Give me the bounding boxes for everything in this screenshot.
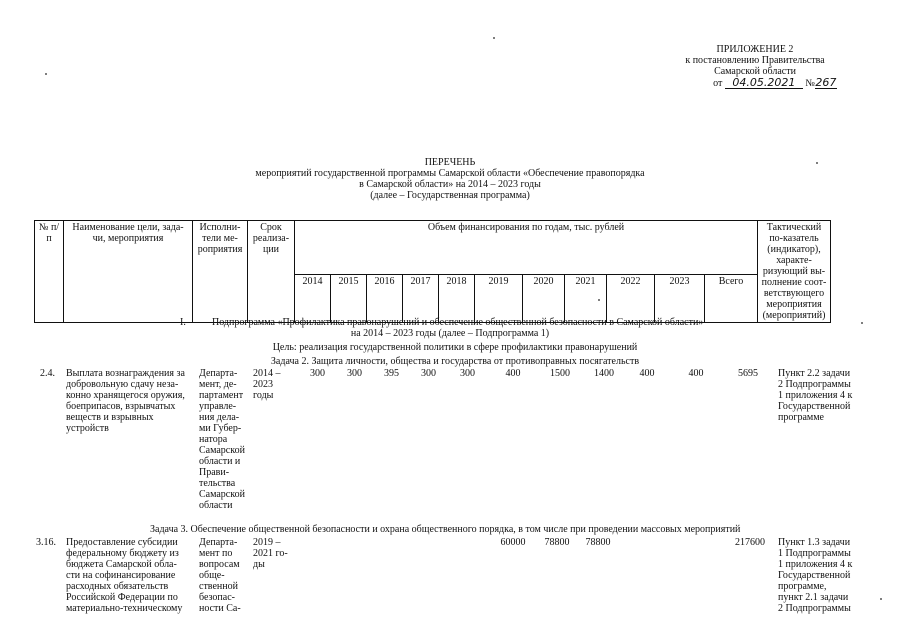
year-2023: 2023 [655,275,705,323]
row-3-16-indicator-line: 1 приложения 4 к [778,559,853,570]
col-name: Наименование цели, зада-чи, мероприятия [64,221,193,323]
row-2-4-period-line: 2014 – [253,368,281,379]
row-2-4-executor-line: ми Губер- [199,423,242,434]
task2-heading: Задача 2. Защита личности, общества и государства от противоправных посягательств [270,356,640,367]
row-3-16-indicator-line: 2 Подпрограммы [778,603,851,614]
row-3-16-period-line: ды [253,559,265,570]
heading-line3: (далее – Государственная программа) [370,190,530,201]
col-period: Срок реализа-ции [248,221,295,323]
subprogram-line1: Подпрограмма «Профилактика правонарушений и обеспечение общественной безопасности в Самарской области» [212,317,704,328]
scan-speck [816,162,818,164]
appendix-title: ПРИЛОЖЕНИЕ 2 [716,44,794,55]
year-2018: 2018 [439,275,475,323]
col-funding: Объем финансирования по годам, тыс. рублей [295,221,758,275]
row-3-16-name-line: Российской Федерации по [66,592,178,603]
handwritten-number: 267 [815,76,837,89]
row-2-4-2014: 300 [310,368,325,379]
row-3-16-name-line: федеральному бюджету из [66,548,179,559]
row-3-16-name-line: бюджета Самарской обла- [66,559,177,570]
row-2-4-indicator-line: Государственной [778,401,851,412]
row-2-4-indicator-line: программе [778,412,824,423]
year-2020: 2020 [523,275,565,323]
row-2-4-executor-line: области [199,500,233,511]
document-heading [220,157,680,201]
row-2-4-name-line: боеприпасов, взрывчатых [66,401,176,412]
document-title: ПЕРЕЧЕНЬ [424,157,476,168]
row-2-4-2021: 1400 [594,368,614,379]
row-3-16-executor-line: ности Са- [199,603,241,614]
row-3-16-period-line: 2019 – [253,537,281,548]
row-3-16-executor-line: Департа- [199,537,238,548]
row-2-4-executor-line: Самарской [199,489,245,500]
row-3-16-2020: 78800 [544,537,570,548]
handwritten-date: 04.05.2021 [725,77,803,89]
year-2014: 2014 [295,275,331,323]
task3-heading: Задача 3. Обеспечение общественной безопасности и охрана общественного порядка, в том числе при проведении массовых мероприятий [150,524,741,535]
appendix-line2: Самарской области [714,66,796,77]
row-2-4-name [66,368,192,434]
scan-speck [45,73,47,75]
row-3-16-period-line: 2021 го- [253,548,288,559]
subprogram-title [180,317,740,328]
row-3-16-indicator-line: пункт 2.1 задачи [778,592,849,603]
heading-line1: мероприятий государственной программы Самарской области «Обеспечение правопорядка [255,168,645,179]
row-2-4-period [253,368,293,401]
row-3-16-2021: 78800 [585,537,611,548]
year-2015: 2015 [331,275,367,323]
row-2-4-executor-line: управле- [199,401,237,412]
row-2-4-name-line: конно хранящегося оружия, [66,390,185,401]
row-2-4-2023: 400 [688,368,704,379]
subprogram-goal: Цель: реализация государственной политики в сфере профилактики правонарушений [272,342,638,353]
row-3-16-name-line: материально-техническому [66,603,183,614]
row-2-4-2020: 1500 [550,368,570,379]
scan-speck [880,598,882,600]
row-3-16-name-line: Предоставление субсидии [66,537,178,548]
year-2022: 2022 [607,275,655,323]
header-table [34,220,831,323]
row-3-16-indicator-line: Государственной [778,570,851,581]
year-2016: 2016 [367,275,403,323]
appendix-block [650,44,860,89]
row-2-4-2019: 400 [505,368,521,379]
row-2-4-period-line: годы [253,390,274,401]
row-3-16-executor-line: вопросам [199,559,240,570]
year-2017: 2017 [403,275,439,323]
row-3-16-executor [199,537,251,614]
row-2-4-2018: 300 [460,368,475,379]
row-3-16-total: 217600 [735,537,765,548]
row-3-16-executor-line: безопас- [199,592,235,603]
date-prefix: от [713,78,723,89]
row-2-4-executor-line: партамент [199,390,244,401]
row-2-4-executor [199,368,251,511]
row-2-4-executor-line: области и [199,456,241,467]
row-3-16-indicator [778,537,862,614]
row-3-16-name-line: расходных обязательств [66,581,169,592]
year-2021: 2021 [565,275,607,323]
row-2-4-indicator-line: 1 приложения 4 к [778,390,853,401]
year-2019: 2019 [475,275,523,323]
row-3-16-name-line: сти на софинансирование [66,570,176,581]
col-num: № п/п [35,221,64,323]
row-2-4-executor-line: тельства [199,478,236,489]
row-num-3-16: 3.16. [36,537,56,548]
subprogram-numeral: I. [180,317,186,328]
row-num-2-4: 2.4. [40,368,55,379]
row-2-4-indicator-line: Пункт 2.2 задачи [778,368,851,379]
subprogram-line2: на 2014 – 2023 годы (далее – Подпрограмма 1) [350,328,550,339]
row-2-4-executor-line: Самарской [199,445,245,456]
col-total: Всего [705,275,758,323]
row-2-4-name-line: веществ и взрывных [66,412,154,423]
row-2-4-executor-line: Прави- [199,467,230,478]
row-3-16-indicator-line: программе, [778,581,827,592]
col-indicator: Тактический по-казатель (индикатор), характе-ризующий вы-полнение соот-ветствующего мероприятия (мероприятий) [758,221,831,323]
row-2-4-name-line: добровольную сдачу неза- [66,379,179,390]
row-2-4-indicator [778,368,860,423]
row-2-4-indicator-line: 2 Подпрограммы [778,379,851,390]
row-2-4-2016: 395 [384,368,399,379]
row-2-4-total: 5695 [738,368,758,379]
number-prefix: № [805,78,815,89]
row-3-16-name [66,537,194,614]
row-3-16-period [253,537,293,570]
row-2-4-name-line: Выплата вознаграждения за [66,368,185,379]
row-2-4-2022: 400 [639,368,655,379]
row-3-16-indicator-line: 1 Подпрограммы [778,548,851,559]
row-3-16-executor-line: обще- [199,570,225,581]
row-2-4-executor-line: натора [199,434,228,445]
row-3-16-executor-line: мент по [199,548,233,559]
row-3-16-2019: 60000 [500,537,526,548]
row-3-16-indicator-line: Пункт 1.3 задачи [778,537,851,548]
row-2-4-period-line: 2023 [253,379,273,390]
row-3-16-executor-line: ственной [199,581,238,592]
col-executors: Исполни-тели ме-роприятия [193,221,248,323]
row-2-4-executor-line: мент, де- [199,379,237,390]
scan-speck [861,322,863,324]
row-2-4-executor-line: ния дела- [199,412,240,423]
scan-speck [598,299,600,301]
appendix-date-line [650,77,860,89]
row-2-4-executor-line: Департа- [199,368,238,379]
heading-line2: в Самарской области» на 2014 – 2023 годы [359,179,541,190]
row-2-4-name-line: устройств [66,423,109,434]
row-2-4-2015: 300 [347,368,362,379]
row-2-4-2017: 300 [421,368,436,379]
appendix-line1: к постановлению Правительства [685,55,825,66]
scan-speck [493,37,495,39]
